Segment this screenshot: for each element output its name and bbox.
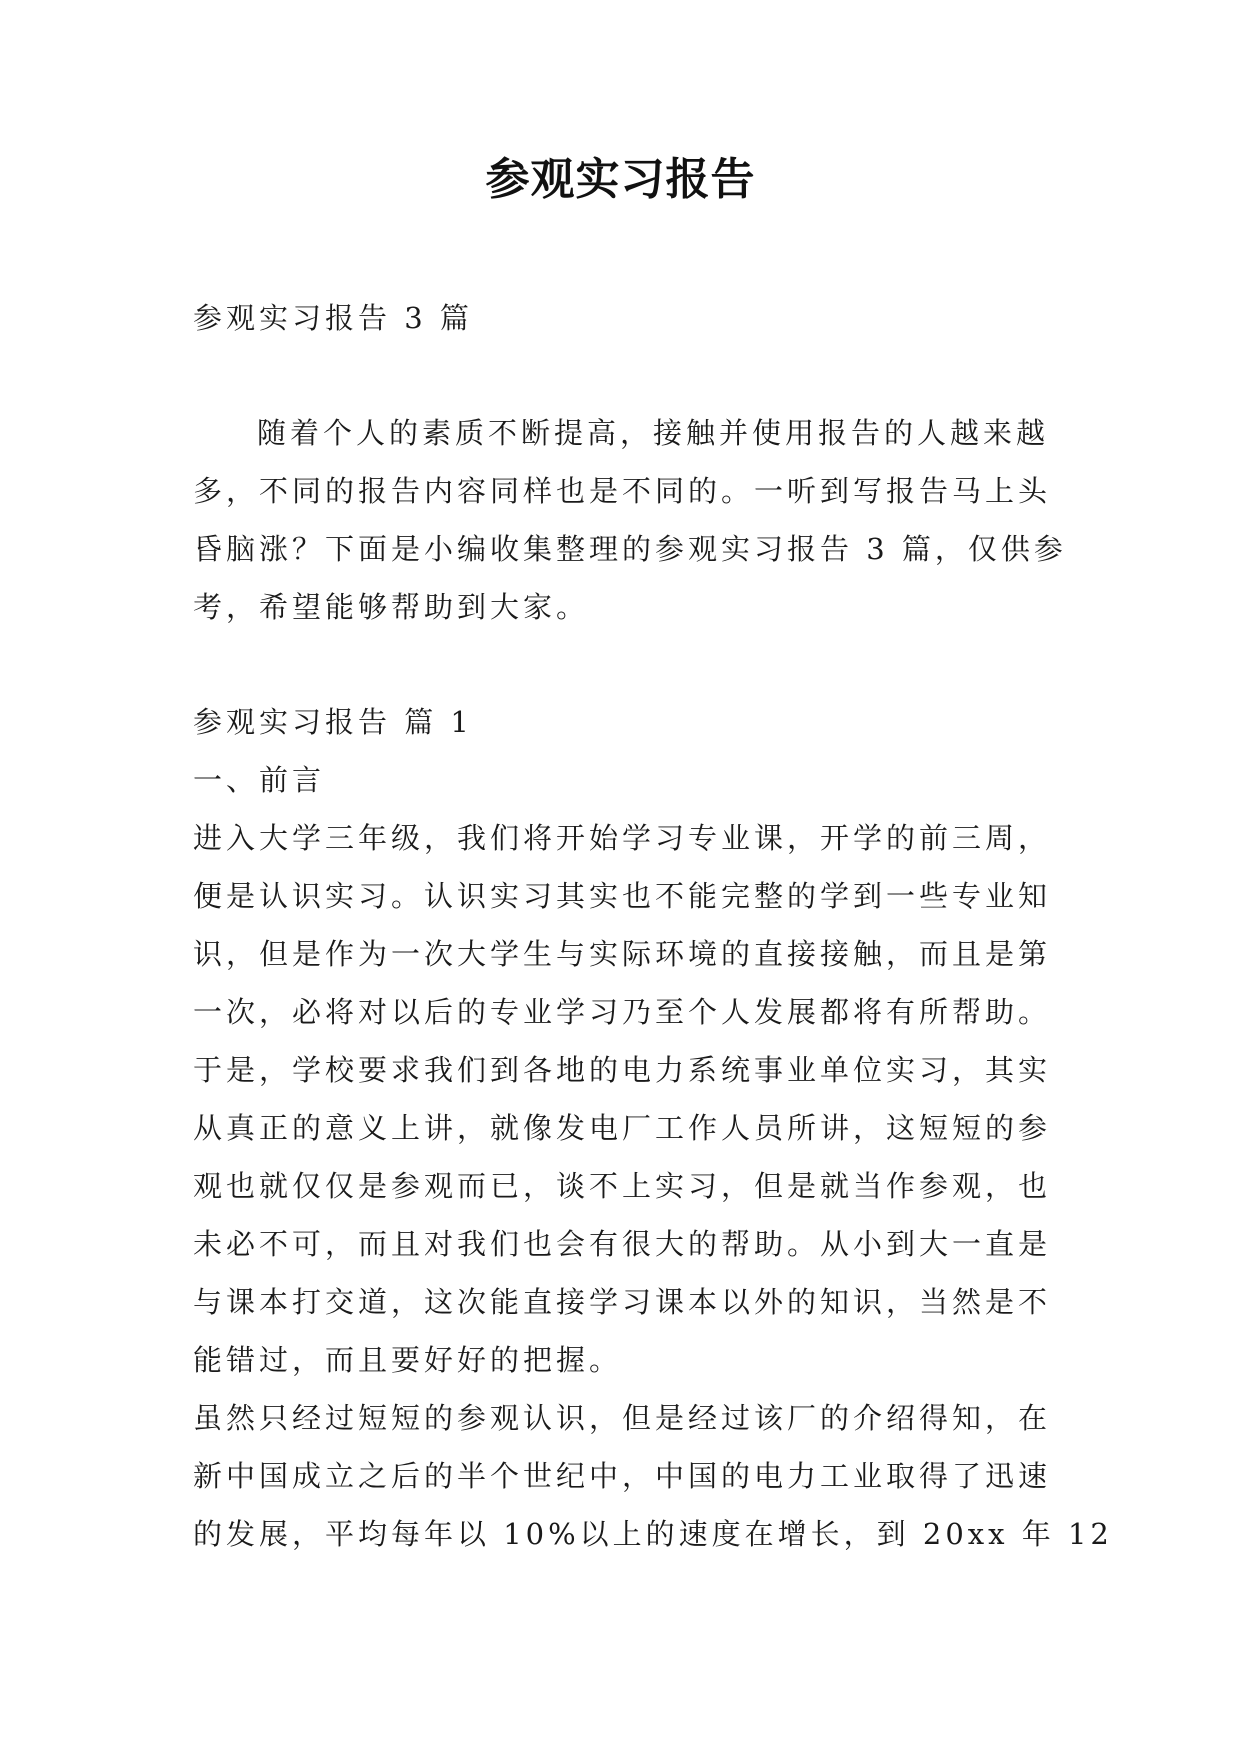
document-subtitle: 参观实习报告 3 篇: [193, 301, 473, 335]
section-heading: 参观实习报告 篇 1: [193, 705, 473, 739]
paragraph1-line-9: 与课本打交道，这次能直接学习课本以外的知识，当然是不: [193, 1285, 1052, 1319]
paragraph1-line-2: 便是认识实习。认识实习其实也不能完整的学到一些专业知: [193, 879, 1052, 913]
paragraph2-line-3: 的发展，平均每年以 10%以上的速度在增长，到 20xx 年 12: [193, 1517, 1113, 1551]
paragraph2-line-2: 新中国成立之后的半个世纪中，中国的电力工业取得了迅速: [193, 1459, 1052, 1493]
intro-line-1: 随着个人的素质不断提高，接触并使用报告的人越来越: [257, 416, 1050, 450]
intro-line-2: 多，不同的报告内容同样也是不同的。一听到写报告马上头: [193, 474, 1052, 508]
paragraph1-line-8: 未必不可，而且对我们也会有很大的帮助。从小到大一直是: [193, 1227, 1052, 1261]
document-title: 参观实习报告: [485, 154, 756, 205]
paragraph1-line-5: 于是，学校要求我们到各地的电力系统事业单位实习，其实: [193, 1053, 1052, 1087]
intro-line-4: 考，希望能够帮助到大家。: [193, 590, 590, 624]
paragraph1-line-4: 一次，必将对以后的专业学习乃至个人发展都将有所帮助。: [193, 995, 1052, 1029]
paragraph1-line-6: 从真正的意义上讲，就像发电厂工作人员所讲，这短短的参: [193, 1111, 1052, 1145]
paragraph2-line-1: 虽然只经过短短的参观认识，但是经过该厂的介绍得知，在: [193, 1401, 1052, 1435]
paragraph1-line-10: 能错过，而且要好好的把握。: [193, 1343, 623, 1377]
subsection-heading: 一、前言: [193, 763, 326, 797]
paragraph1-line-3: 识，但是作为一次大学生与实际环境的直接接触，而且是第: [193, 937, 1052, 971]
paragraph1-line-1: 进入大学三年级，我们将开始学习专业课，开学的前三周，: [193, 821, 1052, 855]
intro-line-3: 昏脑涨？下面是小编收集整理的参观实习报告 3 篇，仅供参: [193, 532, 1067, 566]
paragraph1-line-7: 观也就仅仅是参观而已，谈不上实习，但是就当作参观，也: [193, 1169, 1052, 1203]
